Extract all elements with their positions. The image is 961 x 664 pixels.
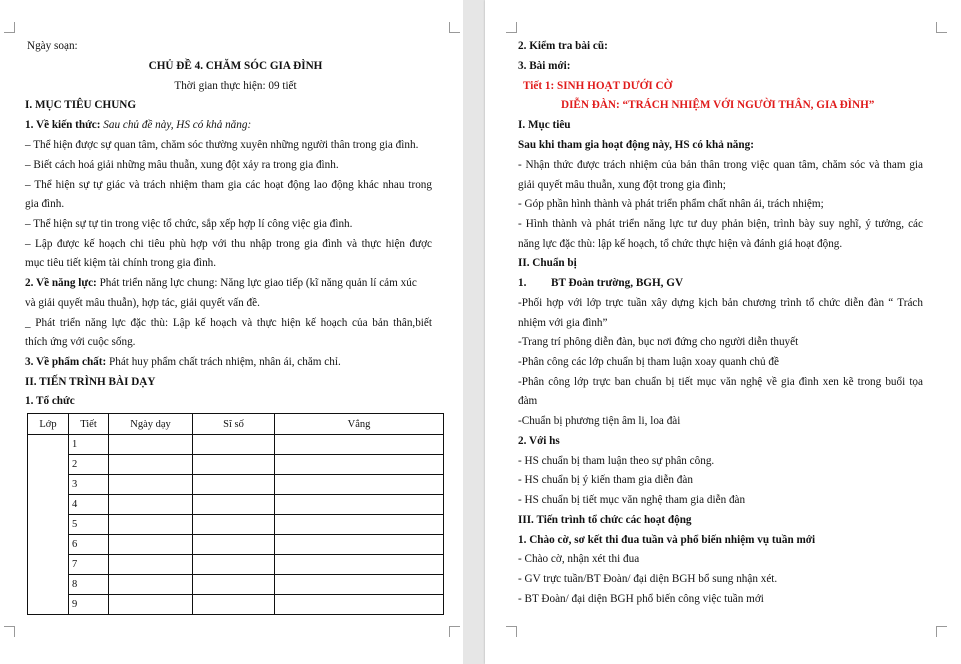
table-row (28, 535, 444, 555)
paragraph-line: - Nhận thức được trách nhiệm của bản thân trong việc quan tâm, chăm sóc và tham gia (518, 159, 923, 171)
paragraph-line: đàm (518, 395, 538, 407)
sub-heading: 1. Tổ chức (25, 395, 75, 407)
paragraph-line: _ Phát triển năng lực đặc thù: Lập kế hoạch và thực hiện kế hoạch của bản thân,biết (25, 317, 432, 329)
paragraph-line: -Trang trí phông diễn đàn, bục nơi đứng cho người diễn thuyết (518, 336, 799, 348)
paragraph-line: – Lập được kế hoạch chi tiêu phù hợp với thu nhập trong gia đình và thực hiện được (25, 238, 432, 250)
crop-mark (506, 22, 517, 33)
page-gutter (463, 0, 485, 664)
list-number: 1. (518, 277, 527, 289)
paragraph-line: - GV trực tuần/BT Đoàn/ đại diện BGH bổ sung nhận xét. (518, 573, 778, 585)
paragraph-line: – Thể hiện được sự quan tâm, chăm sóc thường xuyên những người thân trong gia đình. (25, 139, 419, 151)
paragraph-line: - HS chuẩn bị tham luận theo sự phân công. (518, 455, 715, 467)
paragraph-line: -Chuẩn bị phương tiện âm li, loa đài (518, 415, 681, 427)
paragraph-line: Sau khi tham gia hoạt động này, HS có khả năng: (518, 139, 754, 151)
crop-mark (936, 626, 947, 637)
tiet-cell: 2 (69, 455, 109, 475)
table-row (28, 555, 444, 575)
sub-heading: 2. Kiểm tra bài cũ: (518, 40, 608, 52)
paragraph-line: thích ứng với cuộc sống. (25, 336, 136, 348)
section-heading: I. Mục tiêu (518, 119, 571, 131)
table-row (28, 475, 444, 495)
tiet-cell: 6 (69, 535, 109, 555)
table-row (28, 435, 444, 455)
paragraph-line: mục tiêu tiết kiệm tài chính trong gia đình. (25, 257, 217, 269)
sub-heading: 2. Với hs (518, 435, 560, 447)
table-header-cell: Vắng (275, 414, 444, 435)
table-row (28, 595, 444, 615)
doc-title: CHỦ ĐỀ 4. CHĂM SÓC GIA ĐÌNH (148, 60, 323, 72)
table-header-cell: Tiết (69, 414, 109, 435)
tiet-cell: 4 (69, 495, 109, 515)
paragraph-line: giải quyết mâu thuẫn, xung đột trong gia đình; (518, 179, 726, 191)
ngay-soan: Ngày soạn: (27, 40, 78, 52)
table-row (28, 575, 444, 595)
crop-mark (936, 22, 947, 33)
attendance-table (27, 413, 444, 615)
sub-heading: 3. Bài mới: (518, 60, 571, 72)
knowledge-line (25, 118, 251, 132)
table-row (28, 515, 444, 535)
crop-mark (4, 626, 15, 637)
paragraph-line: nhiệm với gia đình” (518, 317, 608, 329)
paragraph-line: - BT Đoàn/ đại diện BGH phổ biến công việc tuần mới (518, 593, 764, 605)
paragraph-line: - HS chuẩn bị tiết mục văn nghệ tham gia diễn đàn (518, 494, 746, 506)
table-header-cell: Sĩ số (193, 414, 275, 435)
quality-line (25, 355, 341, 369)
ability-text: Phát triển năng lực chung: Năng lực giao tiếp (kĩ năng quản lí cảm xúc (99, 277, 417, 289)
crop-mark (449, 22, 460, 33)
paragraph-line: - Chào cờ, nhận xét thi đua (518, 553, 640, 565)
ability-label: 2. Về năng lực: (25, 277, 97, 289)
class-cell (28, 435, 69, 615)
paragraph-line: – Biết cách hoá giải những mâu thuẫn, xung đột xảy ra trong gia đình. (25, 159, 339, 171)
table-header-row (28, 414, 444, 435)
paragraph-line: - Hình thành và phát triển năng lực tư duy phản biện, trình bày suy nghĩ, ý tưởng, các (518, 218, 923, 230)
section-heading: III. Tiến trình tổ chức các hoạt động (518, 514, 692, 526)
tiet-cell: 7 (69, 555, 109, 575)
left-page (0, 0, 463, 664)
paragraph-line: -Phối hợp với lớp trực tuần xây dựng kịch bản chương trình tổ chức diễn đàn “ Trách (518, 297, 923, 309)
forum-title: DIỄN ĐÀN: “TRÁCH NHIỆM VỚI NGƯỜI THÂN, GIA ĐÌNH” (561, 99, 875, 111)
quality-label: 3. Về phẩm chất: (25, 356, 107, 368)
knowledge-text: Sau chủ đề này, HS có khả năng: (103, 119, 252, 131)
crop-mark (506, 626, 517, 637)
paragraph-line: -Phân công các lớp chuẩn bị tham luận xoay quanh chủ đề (518, 356, 779, 368)
paragraph-line: – Thể hiện sự tự tin trong việc tổ chức, sắp xếp hợp lí công việc gia đình. (25, 218, 353, 230)
sub-heading: 1. Chào cờ, sơ kết thi đua tuần và phổ biến nhiệm vụ tuần mới (518, 534, 816, 546)
section-heading: II. Chuẩn bị (518, 257, 577, 269)
table-header-cell: Lớp (28, 414, 69, 435)
paragraph-line: - Góp phần hình thành và phát triển phẩm chất nhân ái, trách nhiệm; (518, 198, 824, 210)
section-heading: II. TIẾN TRÌNH BÀI DẠY (25, 376, 156, 388)
quality-text: Phát huy phẩm chất trách nhiệm, nhân ái, chăm chỉ. (109, 356, 341, 368)
table-row (28, 495, 444, 515)
tiet-cell: 9 (69, 595, 109, 615)
tiet-cell: 1 (69, 435, 109, 455)
ability-line (25, 276, 417, 290)
tiet-cell: 3 (69, 475, 109, 495)
paragraph-line: và giải quyết mâu thuẫn), hợp tác, giải quyết vấn đề. (25, 297, 260, 309)
paragraph-line: -Phân công lớp trực ban chuẩn bị tiết mục văn nghệ về gia đình xen kẽ trong buổi tọa (518, 376, 923, 388)
right-page (485, 0, 961, 664)
paragraph-line: năng lực đặc thù: lập kế hoạch, tổ chức thực hiện và đánh giá hoạt động. (518, 238, 843, 250)
table-row (28, 455, 444, 475)
tiet-cell: 8 (69, 575, 109, 595)
duration: Thời gian thực hiện: 09 tiết (174, 80, 297, 92)
table-header-cell: Ngày dạy (109, 414, 193, 435)
sub-heading: BT Đoàn trường, BGH, GV (551, 277, 684, 289)
section-heading: I. MỤC TIÊU CHUNG (25, 99, 137, 111)
tiet-cell: 5 (69, 515, 109, 535)
lesson-title: Tiết 1: SINH HOẠT DƯỚI CỜ (523, 80, 673, 92)
knowledge-label: 1. Về kiến thức: (25, 119, 101, 131)
paragraph-line: – Thể hiện sự tự giác và trách nhiệm tham gia các hoạt động lao động khác nhau trong (25, 179, 432, 191)
paragraph-line: gia đình. (25, 198, 65, 210)
paragraph-line: - HS chuẩn bị ý kiến tham gia diễn đàn (518, 474, 693, 486)
crop-mark (4, 22, 15, 33)
crop-mark (449, 626, 460, 637)
